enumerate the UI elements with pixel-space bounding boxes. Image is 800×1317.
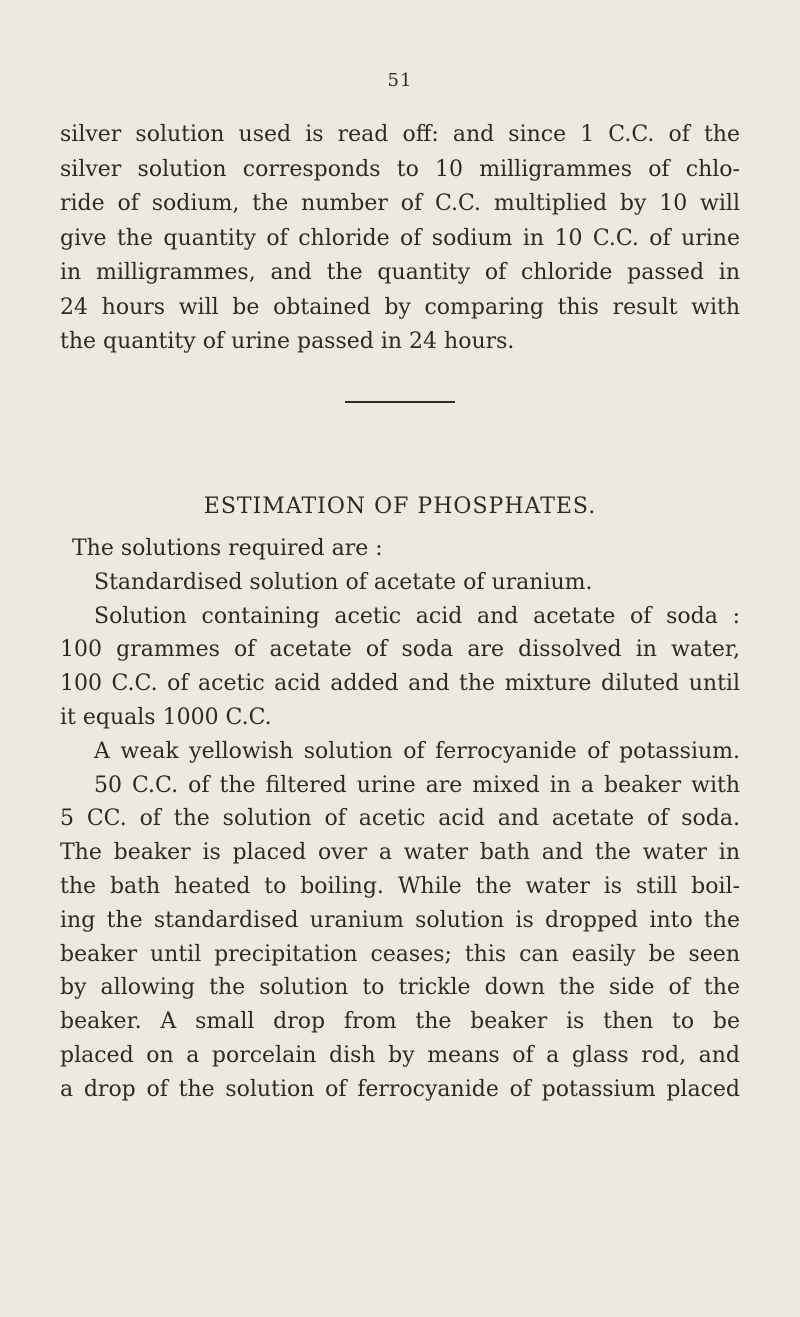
text-line: give the quantity of chloride of sodium in 10 C.C. of urine [60,225,740,251]
section-divider [345,401,455,403]
text-line: by allowing the solution to trickle down the side of the [60,975,740,1001]
page-number: 51 [387,70,413,91]
body-text [60,532,740,1107]
text-line: silver solution used is read off: and since 1 C.C. of the [60,122,740,147]
text-line: the quantity of urine passed in 24 hours. [60,329,515,354]
text-line: The beaker is placed over a water bath and the water in [60,840,740,866]
text-line: silver solution corresponds to 10 milligrammes of chlo- [60,156,740,182]
text-line: placed on a porcelain dish by means of a glass rod, and [60,1042,740,1068]
text-line: The solutions required are : [72,536,383,561]
text-line: 50 C.C. of the filtered urine are mixed in a beaker with [94,772,740,798]
text-line: the bath heated to boiling. While the water is still boil- [60,873,740,899]
text-line: in milligrammes, and the quantity of chloride passed in [60,260,740,285]
list-item: Solution containing acetic acid and acetate of soda : [94,603,740,629]
text-line: ing the standardised uranium solution is dropped into the [60,907,740,933]
text-line: beaker. A small drop from the beaker is then to be [60,1009,740,1035]
section-heading: ESTIMATION OF PHOSPHATES. [203,494,597,519]
text-line: ride of sodium, the number of C.C. multiplied by 10 will [60,191,740,216]
text-line: 100 grammes of acetate of soda are dissolved in water, [60,637,740,663]
text-line: a drop of the solution of ferrocyanide of potassium placed [60,1076,740,1102]
list-item: A weak yellowish solution of ferrocyanide of potassium. [94,738,740,764]
text-line: 24 hours will be obtained by comparing this result with [60,294,740,320]
text-line: it equals 1000 C.C. [60,704,272,730]
text-line: beaker until precipitation ceases; this can easily be seen [60,941,740,967]
list-item: Standardised solution of acetate of uranium. [94,569,593,595]
text-line: 5 CC. of the solution of acetic acid and acetate of soda. [60,806,740,832]
intro-paragraph [60,118,740,360]
text-line: 100 C.C. of acetic acid added and the mixture diluted until [60,671,740,697]
